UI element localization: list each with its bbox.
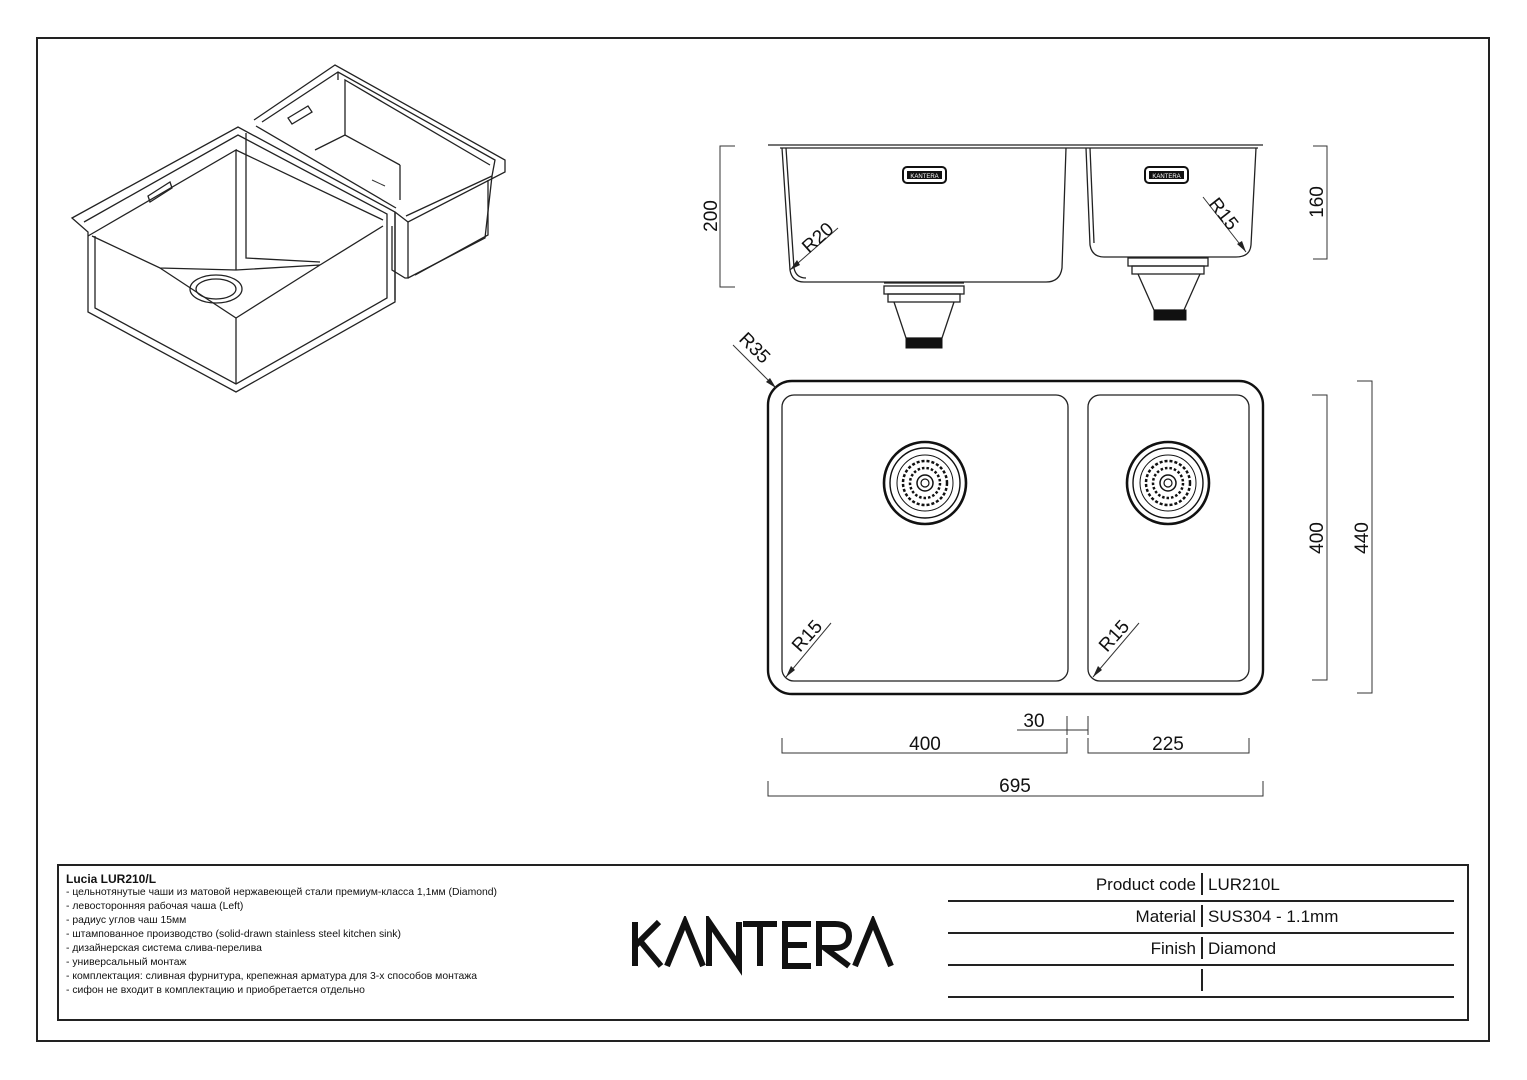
drain-main	[884, 442, 966, 524]
feature-item: - левосторонняя рабочая чаша (Left)	[66, 901, 244, 912]
spec-label: Product code	[1095, 875, 1196, 894]
feature-item: - радиус углов чаш 15мм	[66, 915, 187, 926]
plan-view	[733, 329, 1373, 797]
dim-section-height-main: 200	[701, 200, 722, 232]
brand-logo	[629, 916, 899, 976]
section-view	[701, 145, 1328, 348]
feature-item: - сифон не входит в комплектацию и приобретается отдельно	[66, 985, 365, 996]
spec-row	[948, 934, 1454, 966]
spec-row	[948, 902, 1454, 934]
dim-bowl-main-width: 400	[909, 734, 941, 755]
feature-list	[66, 886, 626, 998]
dim-radius-section-main: R20	[798, 218, 839, 258]
dim-gap: 30	[1023, 711, 1045, 732]
spec-row	[948, 870, 1454, 902]
section-badge-main: KANTERA	[910, 174, 939, 180]
dim-radius-outer: R35	[734, 328, 774, 369]
dim-radius-section-secondary: R15	[1204, 194, 1243, 235]
feature-item: - дизайнерская система слива-перелива	[66, 943, 262, 954]
dim-plan-inner-height: 400	[1307, 522, 1328, 554]
spec-row	[948, 966, 1454, 998]
product-title: Lucia LUR210/L	[66, 872, 157, 886]
dim-radius-bowl-main: R15	[788, 616, 828, 657]
feature-item: - универсальный монтаж	[66, 957, 187, 968]
spec-value: SUS304 - 1.1mm	[1208, 907, 1339, 926]
product-description	[66, 872, 626, 998]
isometric-view	[72, 65, 505, 392]
section-badge-secondary: KANTERA	[1152, 174, 1181, 180]
feature-item: - комплектация: сливная фурнитура, крепежная арматура для 3-х способов монтажа	[66, 971, 477, 982]
feature-item: - цельнотянутые чаши из матовой нержавеющей стали премиум-класса 1,1мм (Diamond)	[66, 887, 498, 898]
dim-plan-outer-height: 440	[1352, 522, 1373, 554]
feature-item: - штампованное производство (solid-drawn stainless steel kitchen sink)	[66, 929, 401, 940]
spec-table	[948, 870, 1454, 998]
dim-overall-width: 695	[999, 776, 1031, 797]
spec-label: Material	[1135, 907, 1196, 926]
dim-bowl-secondary-width: 225	[1152, 734, 1184, 755]
spec-value: LUR210L	[1208, 875, 1280, 894]
dim-radius-bowl-secondary: R15	[1095, 616, 1135, 657]
spec-label: Finish	[1150, 939, 1196, 958]
title-block	[57, 864, 1469, 1021]
drain-secondary	[1127, 442, 1209, 524]
spec-value: Diamond	[1208, 939, 1277, 958]
dim-section-height-secondary: 160	[1307, 186, 1328, 218]
